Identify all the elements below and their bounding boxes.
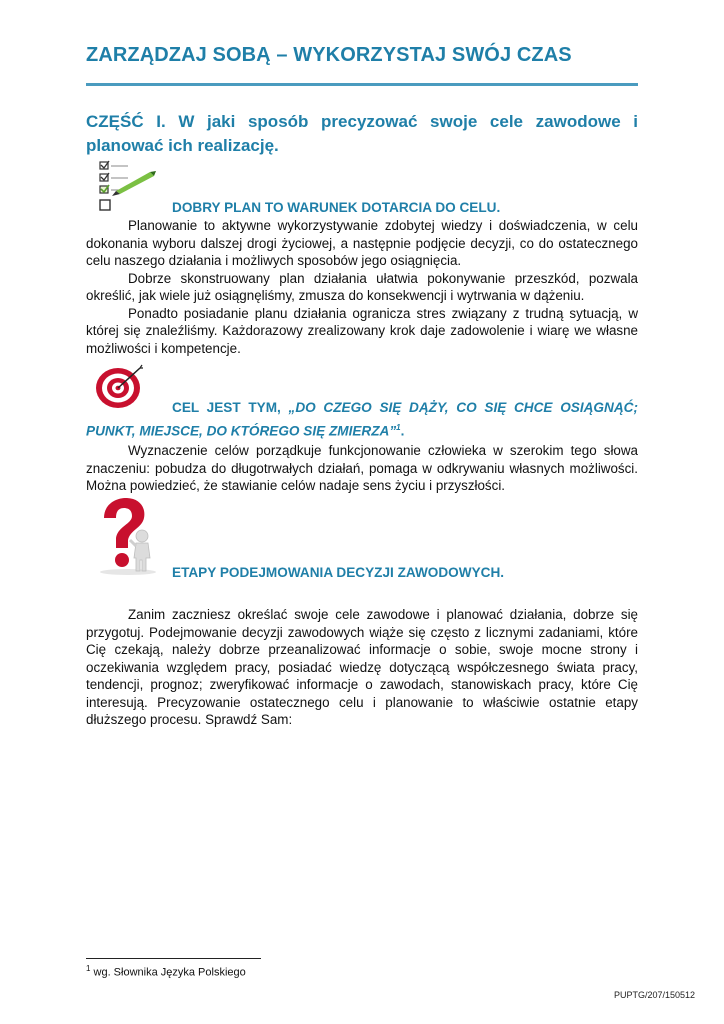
section1-body xyxy=(86,217,638,357)
section1-paragraph-2: Dobrze skonstruowany plan działania ułatwia pokonywanie przeszkód, pozwala określić, jak wiele już osiągnęliśmy, zmusza do konsekwencji i wytrwania w dążeniu. xyxy=(86,270,638,303)
question-mark-figure-icon xyxy=(96,496,158,576)
section3-paragraph-1: Zanim zaczniesz określać swoje cele zawodowe i planować działania, dobrze się przygotuj. Podejmowanie decyzji zawodowych wiąże się często z licznymi zadaniami, które Cię czekają, należy dobrze przeanalizować informacje o sobie, swoje mocne strony i oczekiwania względem pracy, posiadać wiedzę dotyczącą współczesnego świata pracy, tendencji, prognoz; zweryfikować informacje o zawodach, stanowiskach pracy, które Cię interesują. Precyzowanie ostatecznego celu i planowanie to właściwie ostatnie etapy dłuższego procesu. Sprawdź Sam: xyxy=(86,607,638,727)
section2-heading xyxy=(86,398,638,442)
part-title: CZĘŚĆ I. W jaki sposób precyzować swoje cele zawodowe i planować ich realizację. xyxy=(86,112,638,155)
section2-heading-quote: „DO CZEGO SIĘ DĄŻY, CO SIĘ CHCE OSIĄGNĄĆ; PUNKT, MIEJSCE, DO KTÓREGO SIĘ ZMIERZA” xyxy=(86,400,638,439)
section2-body xyxy=(86,442,638,495)
section2-heading-end: . xyxy=(400,423,405,439)
document-code: PUPTG/207/150512 xyxy=(614,990,696,1000)
section1-heading: DOBRY PLAN TO WARUNEK DOTARCIA DO CELU. xyxy=(172,200,501,215)
footnote xyxy=(86,964,246,979)
footnote-number: 1 xyxy=(86,964,91,973)
section3-body xyxy=(86,606,638,729)
checklist-icon xyxy=(98,158,158,214)
section2-heading-prefix: CEL JEST TYM, xyxy=(172,400,281,415)
title-underline xyxy=(86,83,638,86)
footnote-ref: 1 xyxy=(396,423,401,432)
section2-paragraph-1: Wyznaczenie celów porządkuje funkcjonowanie człowieka w szerokim tego słowa znaczeniu: pobudza do długotrwałych działań, pomaga w odkrywaniu własnych możliwości. Można powiedzieć, że stawianie celów nadaje sens życiu i przyszłości. xyxy=(86,443,638,493)
section1-paragraph-1: Planowanie to aktywne wykorzystywanie zdobytej wiedzy i doświadczenia, w celu dokonania wyboru dalszej drogi życiowej, a następnie podjęcie decyzji, co do ostatecznego celu naszego działania i możliwych sposobów jego osiągnięcia. xyxy=(86,218,638,268)
footnote-text: wg. Słownika Języka Polskiego xyxy=(90,966,246,979)
document-title: ZARZĄDZAJ SOBĄ – WYKORZYSTAJ SWÓJ CZAS xyxy=(86,44,572,66)
section1-paragraph-3: Ponadto posiadanie planu działania ogranicza stres związany z trudną sytuacją, w której się znaleźliśmy. Każdorazowy zrealizowany krok daje zadowolenie i wiarę we własne możliwości i kompetencje. xyxy=(86,305,638,356)
section3-heading: ETAPY PODEJMOWANIA DECYZJI ZAWODOWYCH. xyxy=(172,565,505,580)
footnote-separator xyxy=(86,958,261,959)
